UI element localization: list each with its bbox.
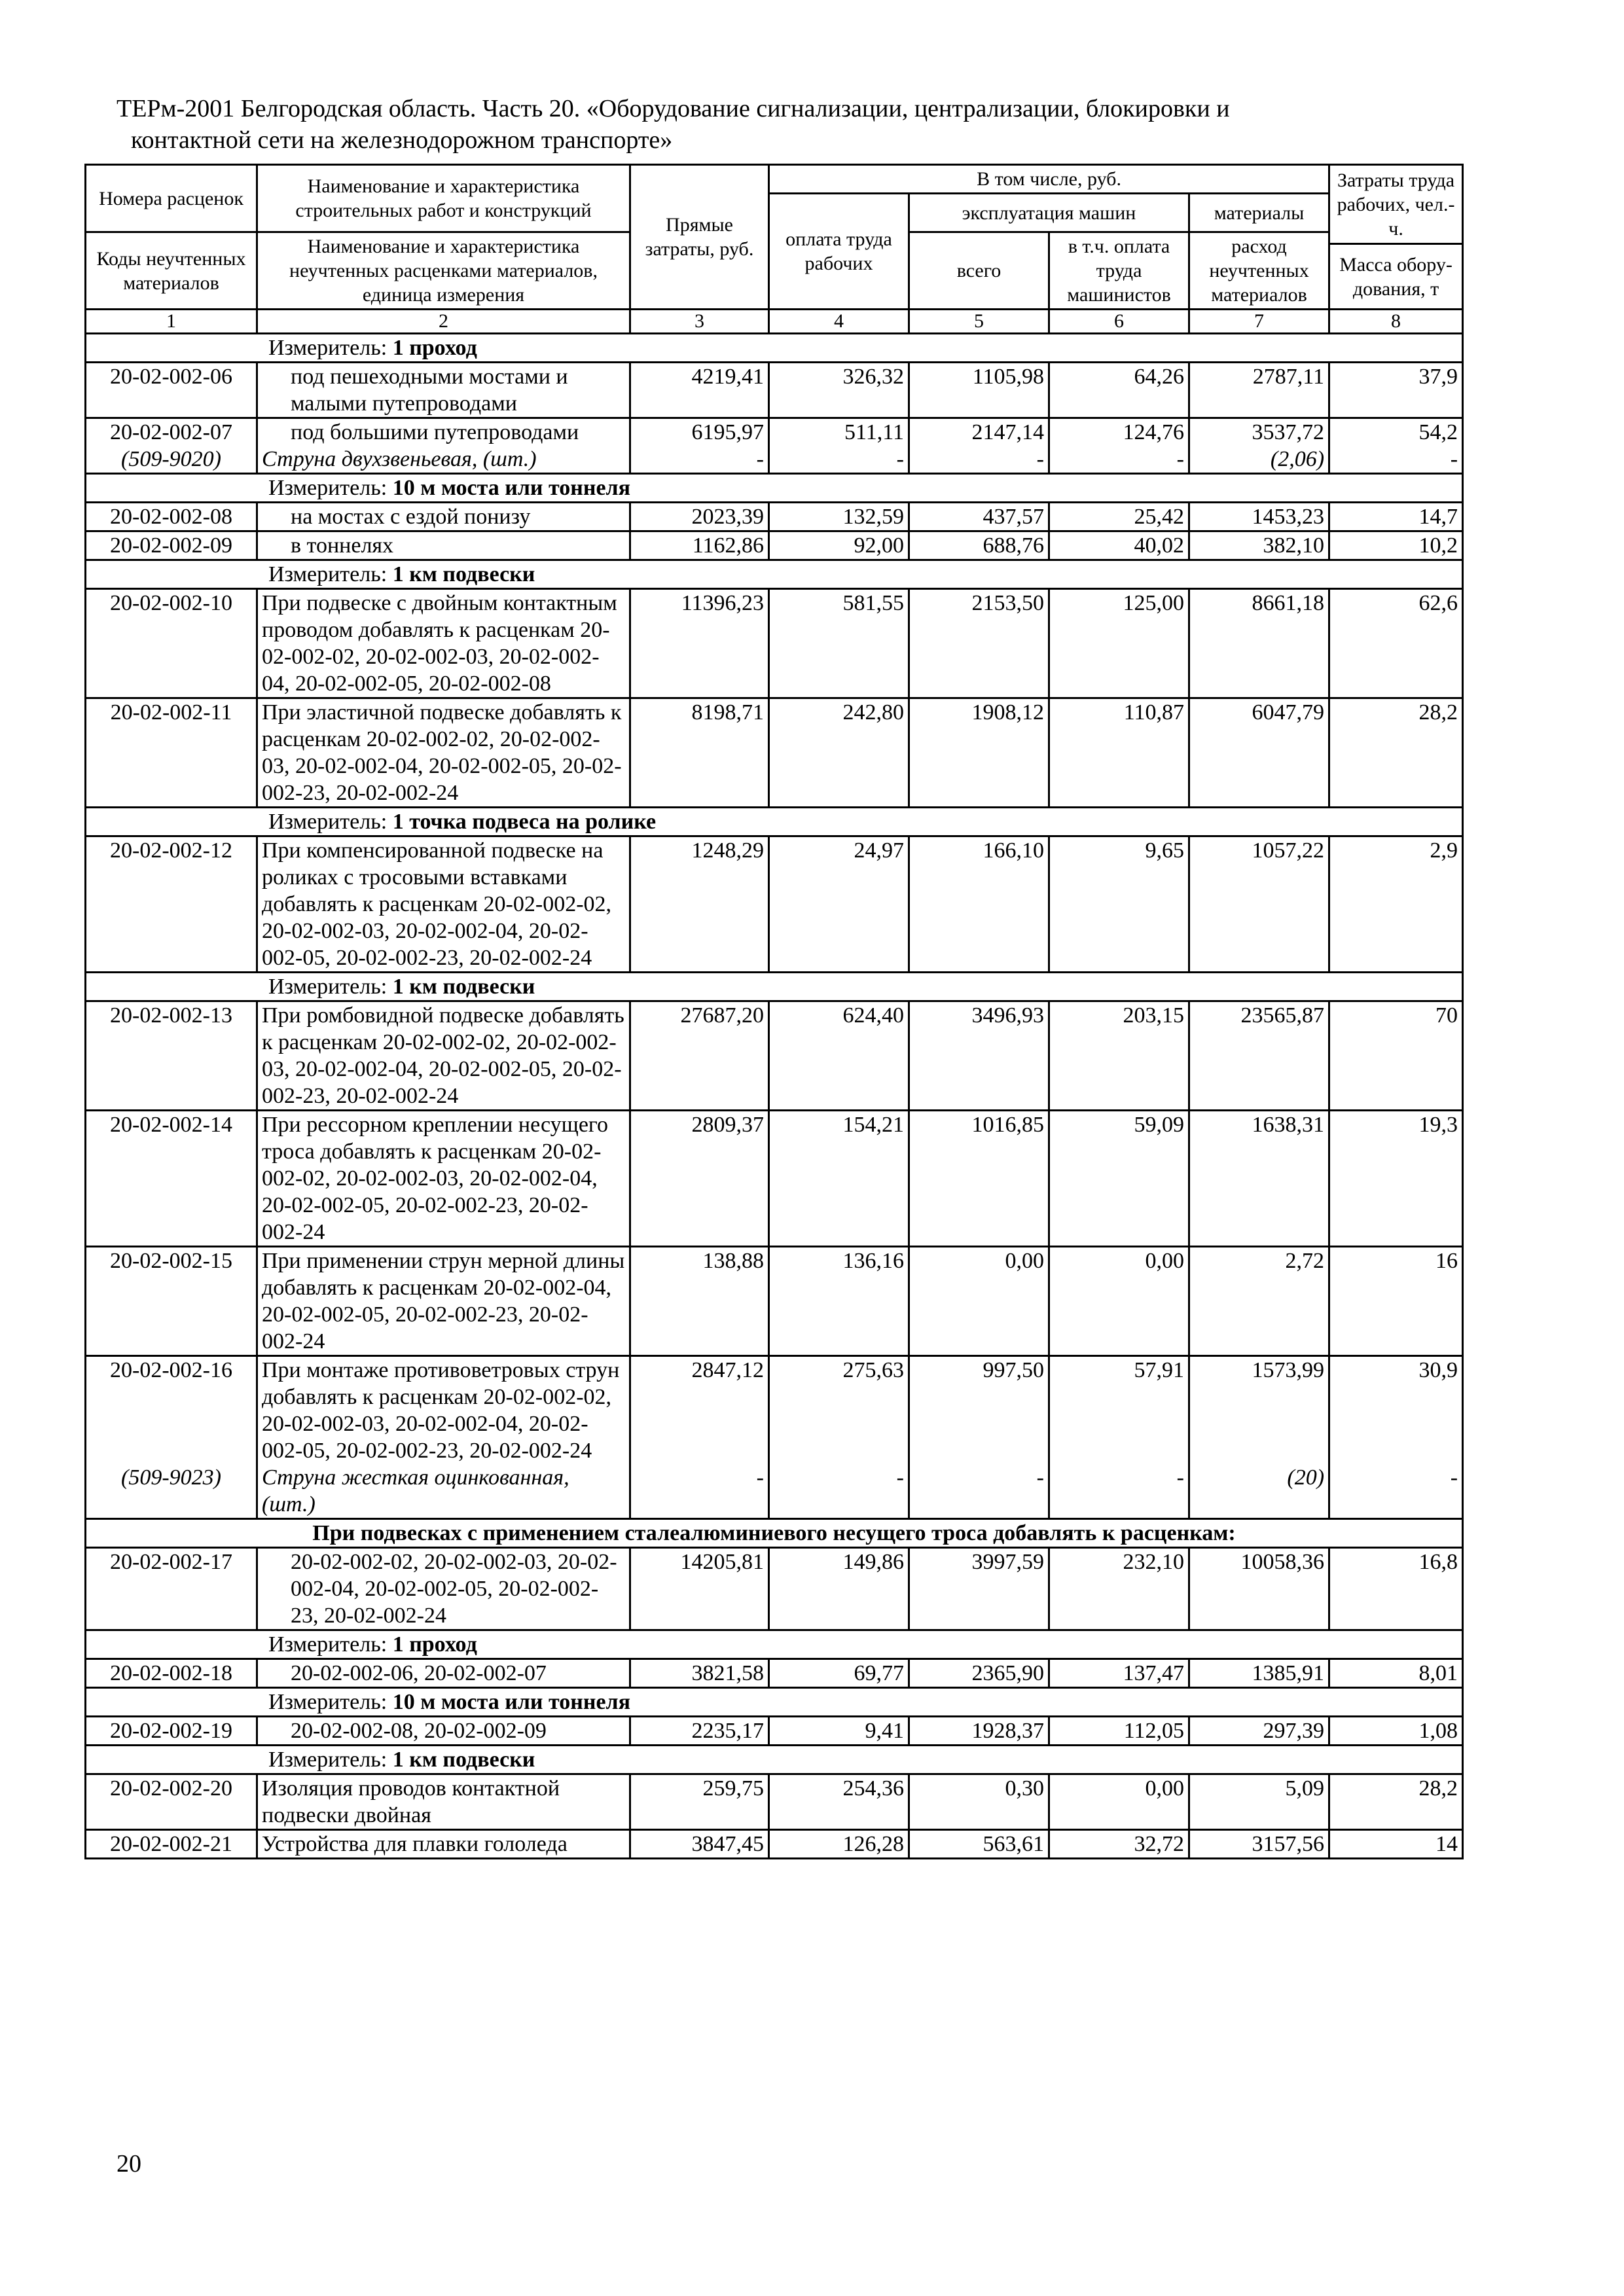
machines-total-value: 3496,93: [909, 1001, 1049, 1111]
materials-value: 2,72: [1189, 1247, 1329, 1356]
machines-total-value: 997,50: [909, 1356, 1049, 1465]
machines-total-value: -: [909, 1464, 1049, 1519]
labor-cost-value: 28,2: [1329, 1774, 1463, 1830]
labor-cost-value: -: [1329, 1464, 1463, 1519]
rate-row: [86, 418, 1463, 446]
materials-value: 382,10: [1189, 531, 1329, 560]
labor-cost-value: 30,9: [1329, 1356, 1463, 1465]
section-row: [86, 1519, 1463, 1548]
direct-costs-value: 2235,17: [630, 1717, 769, 1746]
direct-costs-value: -: [630, 446, 769, 474]
labor-pay-value: 9,41: [769, 1717, 909, 1746]
measure-cell: [86, 1630, 1463, 1659]
measure-row: [86, 808, 1463, 836]
col-num-7: 7: [1189, 310, 1329, 334]
materials-value: 1057,22: [1189, 836, 1329, 973]
labor-pay-value: 126,28: [769, 1830, 909, 1859]
labor-pay-header: оплата труда рабочих: [769, 194, 909, 310]
machines-total-value: 688,76: [909, 531, 1049, 560]
machinist-pay-value: 112,05: [1049, 1717, 1189, 1746]
materials-value: 23565,87: [1189, 1001, 1329, 1111]
rate-row: [86, 1717, 1463, 1746]
labor-cost-value: 19,3: [1329, 1111, 1463, 1247]
materials-value: 1573,99: [1189, 1356, 1329, 1465]
materials-value: 10058,36: [1189, 1548, 1329, 1630]
rate-name: 20-02-002-02, 20-02-002-03, 20-02-002-04, 20-02-002-05, 20-02-002-23, 20-02-002-24: [257, 1548, 630, 1630]
machinist-pay-value: 125,00: [1049, 589, 1189, 698]
machinist-pay-value: -: [1049, 1464, 1189, 1519]
machinist-pay-value: 64,26: [1049, 363, 1189, 418]
measure-value: 1 км подвески: [392, 975, 535, 999]
rate-row: [86, 1659, 1463, 1688]
labor-pay-value: 242,80: [769, 698, 909, 808]
labor-pay-value: 254,36: [769, 1774, 909, 1830]
measure-label: Измеритель:: [268, 1632, 393, 1657]
machines-total-value: 437,57: [909, 503, 1049, 531]
measure-cell: [86, 973, 1463, 1001]
direct-costs-value: 2023,39: [630, 503, 769, 531]
measure-cell: [86, 474, 1463, 503]
machinist-pay-value: 25,42: [1049, 503, 1189, 531]
measure-value: 1 км подвески: [392, 562, 535, 586]
labor-cost-value: 8,01: [1329, 1659, 1463, 1688]
col2-top-header: Наименование и характеристика строительных работ и конструкций: [257, 165, 630, 232]
machinist-pay-value: 203,15: [1049, 1001, 1189, 1111]
table-body: [86, 334, 1463, 1859]
machinist-pay-value: 124,76: [1049, 418, 1189, 446]
rate-row: [86, 1548, 1463, 1630]
labor-cost-value: 14: [1329, 1830, 1463, 1859]
material-name: Струна жесткая оцинкованная, (шт.): [257, 1464, 630, 1519]
measure-value: 1 км подвески: [392, 1748, 535, 1772]
measure-label: Измеритель:: [268, 975, 393, 999]
rate-name: 20-02-002-06, 20-02-002-07: [257, 1659, 630, 1688]
rate-name: в тоннелях: [257, 531, 630, 560]
measure-value: 10 м моста или тоннеля: [392, 476, 631, 500]
rate-code: 20-02-002-09: [86, 531, 257, 560]
equipment-mass-header: Масса обору-дования, т: [1329, 244, 1463, 310]
materials-value: (20): [1189, 1464, 1329, 1519]
materials-value: 3157,56: [1189, 1830, 1329, 1859]
labor-cost-value: 70: [1329, 1001, 1463, 1111]
measure-row: [86, 560, 1463, 589]
measure-row: [86, 1688, 1463, 1717]
measure-row: [86, 1630, 1463, 1659]
rate-name: При подвеске с двойным контактным проводом добавлять к расценкам 20-02-002-02, 20-02-002-03, 20-02-002-04, 20-02-002-05, 20-02-002-08: [257, 589, 630, 698]
materials-value: (2,06): [1189, 446, 1329, 474]
materials-value: 6047,79: [1189, 698, 1329, 808]
machinist-pay-value: 0,00: [1049, 1774, 1189, 1830]
labor-pay-value: 581,55: [769, 589, 909, 698]
rate-name: При ромбовидной подвеске добавлять к расценкам 20-02-002-02, 20-02-002-03, 20-02-002-04, 20-02-002-05, 20-02-002-23, 20-02-002-24: [257, 1001, 630, 1111]
material-row: [86, 1464, 1463, 1519]
material-code: (509-9020): [86, 446, 257, 474]
direct-costs-header: Прямые затраты, руб.: [630, 165, 769, 310]
direct-costs-value: 259,75: [630, 1774, 769, 1830]
rate-name: под большими путепроводами: [257, 418, 630, 446]
col-num-2: 2: [257, 310, 630, 334]
direct-costs-value: 2809,37: [630, 1111, 769, 1247]
rate-row: [86, 363, 1463, 418]
col-num-8: 8: [1329, 310, 1463, 334]
labor-pay-value: 136,16: [769, 1247, 909, 1356]
materials-header: материалы: [1189, 194, 1329, 232]
measure-cell: [86, 560, 1463, 589]
rate-code: 20-02-002-15: [86, 1247, 257, 1356]
section-heading: При подвесках с применением сталеалюминиевого несущего троса добавлять к расценкам:: [86, 1519, 1463, 1548]
rate-name: под пешеходными мостами и малыми путепроводами: [257, 363, 630, 418]
col-num-3: 3: [630, 310, 769, 334]
labor-cost-value: 16,8: [1329, 1548, 1463, 1630]
materials-value: 1453,23: [1189, 503, 1329, 531]
rate-code: 20-02-002-06: [86, 363, 257, 418]
measure-label: Измеритель:: [268, 562, 393, 586]
labor-cost-value: 14,7: [1329, 503, 1463, 531]
measure-value: 1 проход: [392, 336, 477, 360]
direct-costs-value: 1162,86: [630, 531, 769, 560]
rate-code: 20-02-002-21: [86, 1830, 257, 1859]
material-row: [86, 446, 1463, 474]
machines-total-value: 1908,12: [909, 698, 1049, 808]
rate-row: [86, 1247, 1463, 1356]
materials-value: 3537,72: [1189, 418, 1329, 446]
measure-row: [86, 334, 1463, 363]
direct-costs-value: 4219,41: [630, 363, 769, 418]
measure-cell: [86, 1688, 1463, 1717]
direct-costs-value: 27687,20: [630, 1001, 769, 1111]
direct-costs-value: 3821,58: [630, 1659, 769, 1688]
direct-costs-value: 2847,12: [630, 1356, 769, 1465]
rate-row: [86, 503, 1463, 531]
labor-pay-value: 326,32: [769, 363, 909, 418]
rate-name: При рессорном креплении несущего троса добавлять к расценкам 20-02-002-02, 20-02-002-03, 20-02-002-04, 20-02-002-05, 20-02-002-23, 20-02-002-24: [257, 1111, 630, 1247]
labor-cost-value: 2,9: [1329, 836, 1463, 973]
measure-row: [86, 474, 1463, 503]
machines-total-value: 1016,85: [909, 1111, 1049, 1247]
rate-row: [86, 1830, 1463, 1859]
unaccounted-materials-header: расход неучтенных материалов: [1189, 232, 1329, 310]
labor-cost-value: 54,2: [1329, 418, 1463, 446]
material-name: Струна двухзвеньевая, (шт.): [257, 446, 630, 474]
machines-total-value: 0,30: [909, 1774, 1049, 1830]
rate-name: При монтаже противоветровых струн добавлять к расценкам 20-02-002-02, 20-02-002-03, 20-02-002-04, 20-02-002-05, 20-02-002-23, 20-02-002-24: [257, 1356, 630, 1465]
rate-code: 20-02-002-08: [86, 503, 257, 531]
machinist-pay-value: 57,91: [1049, 1356, 1189, 1465]
measure-cell: [86, 334, 1463, 363]
rate-row: [86, 1001, 1463, 1111]
materials-value: 2787,11: [1189, 363, 1329, 418]
direct-costs-value: 11396,23: [630, 589, 769, 698]
rate-code: 20-02-002-18: [86, 1659, 257, 1688]
labor-cost-value: 16: [1329, 1247, 1463, 1356]
document-title: [117, 93, 1452, 156]
rate-row: [86, 1356, 1463, 1465]
measure-label: Измеритель:: [268, 476, 393, 500]
rate-code: 20-02-002-13: [86, 1001, 257, 1111]
machines-total-value: 166,10: [909, 836, 1049, 973]
rates-table: [84, 164, 1464, 1859]
machinist-pay-value: 232,10: [1049, 1548, 1189, 1630]
rate-code: 20-02-002-19: [86, 1717, 257, 1746]
measure-cell: [86, 808, 1463, 836]
including-header: В том числе, руб.: [769, 165, 1329, 194]
col1-top-header: Номера расценок: [86, 165, 257, 232]
title-line-1: ТЕРм-2001 Белгородская область. Часть 20. «Оборудование сигнализации, централизации, блокировки и: [117, 95, 1230, 122]
labor-cost-header: Затраты труда рабочих, чел.-ч.: [1329, 165, 1463, 244]
rate-name: При эластичной подвеске добавлять к расценкам 20-02-002-02, 20-02-002-03, 20-02-002-04, 20-02-002-05, 20-02-002-23, 20-02-002-24: [257, 698, 630, 808]
direct-costs-value: 6195,97: [630, 418, 769, 446]
codes-header: Коды неучтенных материалов: [86, 232, 257, 310]
direct-costs-value: 1248,29: [630, 836, 769, 973]
rate-code: 20-02-002-07: [86, 418, 257, 446]
col-num-6: 6: [1049, 310, 1189, 334]
materials-value: 1385,91: [1189, 1659, 1329, 1688]
machines-total-value: 0,00: [909, 1247, 1049, 1356]
machines-total-value: 3997,59: [909, 1548, 1049, 1630]
labor-pay-value: 154,21: [769, 1111, 909, 1247]
measure-label: Измеритель:: [268, 336, 393, 360]
labor-cost-value: 37,9: [1329, 363, 1463, 418]
machinist-pay-value: 32,72: [1049, 1830, 1189, 1859]
machines-total-value: 2365,90: [909, 1659, 1049, 1688]
labor-pay-value: 275,63: [769, 1356, 909, 1465]
machines-total-value: 1105,98: [909, 363, 1049, 418]
rate-name: Устройства для плавки гололеда: [257, 1830, 630, 1859]
rate-code: 20-02-002-17: [86, 1548, 257, 1630]
measure-value: 1 точка подвеса на ролике: [392, 810, 657, 834]
labor-cost-value: -: [1329, 446, 1463, 474]
labor-cost-value: 10,2: [1329, 531, 1463, 560]
measure-cell: [86, 1746, 1463, 1774]
machinist-pay-value: 59,09: [1049, 1111, 1189, 1247]
machines-total-value: 1928,37: [909, 1717, 1049, 1746]
rate-name: Изоляция проводов контактной подвески двойная: [257, 1774, 630, 1830]
direct-costs-value: -: [630, 1464, 769, 1519]
machinist-pay-value: 9,65: [1049, 836, 1189, 973]
labor-pay-value: -: [769, 446, 909, 474]
labor-pay-value: 149,86: [769, 1548, 909, 1630]
direct-costs-value: 8198,71: [630, 698, 769, 808]
rate-row: [86, 589, 1463, 698]
rate-code: 20-02-002-20: [86, 1774, 257, 1830]
rate-row: [86, 1111, 1463, 1247]
column-numbers-row: [86, 310, 1463, 334]
labor-pay-value: 92,00: [769, 531, 909, 560]
measure-row: [86, 973, 1463, 1001]
rate-row: [86, 698, 1463, 808]
machinist-pay-value: 137,47: [1049, 1659, 1189, 1688]
labor-pay-value: 624,40: [769, 1001, 909, 1111]
direct-costs-value: 3847,45: [630, 1830, 769, 1859]
machinist-pay-value: 110,87: [1049, 698, 1189, 808]
rate-row: [86, 836, 1463, 973]
labor-pay-value: 511,11: [769, 418, 909, 446]
measure-label: Измеритель:: [268, 1690, 393, 1714]
measure-row: [86, 1746, 1463, 1774]
measure-label: Измеритель:: [268, 1748, 393, 1772]
direct-costs-value: 14205,81: [630, 1548, 769, 1630]
materials-value: 5,09: [1189, 1774, 1329, 1830]
page-number: 20: [117, 2150, 141, 2178]
rate-code: 20-02-002-10: [86, 589, 257, 698]
rate-name: При компенсированной подвеске на роликах с тросовыми вставками добавлять к расценкам 20-02-002-02, 20-02-002-03, 20-02-002-04, 20-02-002-05, 20-02-002-23, 20-02-002-24: [257, 836, 630, 973]
rate-row: [86, 531, 1463, 560]
table-header: [86, 165, 1463, 334]
measure-value: 1 проход: [392, 1632, 477, 1657]
machinist-pay-value: 0,00: [1049, 1247, 1189, 1356]
rate-code: 20-02-002-14: [86, 1111, 257, 1247]
machines-total-value: 563,61: [909, 1830, 1049, 1859]
materials-value: 8661,18: [1189, 589, 1329, 698]
labor-cost-value: 62,6: [1329, 589, 1463, 698]
materials-value: 297,39: [1189, 1717, 1329, 1746]
rate-code: 20-02-002-12: [86, 836, 257, 973]
rate-code: 20-02-002-16: [86, 1356, 257, 1465]
labor-cost-value: 28,2: [1329, 698, 1463, 808]
machines-total-header: всего: [909, 232, 1049, 310]
labor-cost-value: 1,08: [1329, 1717, 1463, 1746]
materials-name-header: Наименование и характеристика неучтенных расценками материалов, единица измерения: [257, 232, 630, 310]
labor-pay-value: 69,77: [769, 1659, 909, 1688]
col-num-1: 1: [86, 310, 257, 334]
machines-header: эксплуатация машин: [909, 194, 1189, 232]
title-line-2: контактной сети на железнодорожном транспорте»: [131, 126, 673, 154]
col-num-4: 4: [769, 310, 909, 334]
rate-row: [86, 1774, 1463, 1830]
materials-value: 1638,31: [1189, 1111, 1329, 1247]
labor-pay-value: -: [769, 1464, 909, 1519]
rate-name: на мостах с ездой понизу: [257, 503, 630, 531]
rate-code: 20-02-002-11: [86, 698, 257, 808]
measure-label: Измеритель:: [268, 810, 393, 834]
col-num-5: 5: [909, 310, 1049, 334]
machinist-pay-value: -: [1049, 446, 1189, 474]
rate-name: 20-02-002-08, 20-02-002-09: [257, 1717, 630, 1746]
rate-name: При применении струн мерной длины добавлять к расценкам 20-02-002-04, 20-02-002-05, 20-02-002-23, 20-02-002-24: [257, 1247, 630, 1356]
measure-value: 10 м моста или тоннеля: [392, 1690, 631, 1714]
machines-total-value: 2147,14: [909, 418, 1049, 446]
direct-costs-value: 138,88: [630, 1247, 769, 1356]
machinist-pay-header: в т.ч. оплата труда машинистов: [1049, 232, 1189, 310]
labor-pay-value: 24,97: [769, 836, 909, 973]
machines-total-value: 2153,50: [909, 589, 1049, 698]
labor-pay-value: 132,59: [769, 503, 909, 531]
machines-total-value: -: [909, 446, 1049, 474]
material-code: (509-9023): [86, 1464, 257, 1519]
machinist-pay-value: 40,02: [1049, 531, 1189, 560]
